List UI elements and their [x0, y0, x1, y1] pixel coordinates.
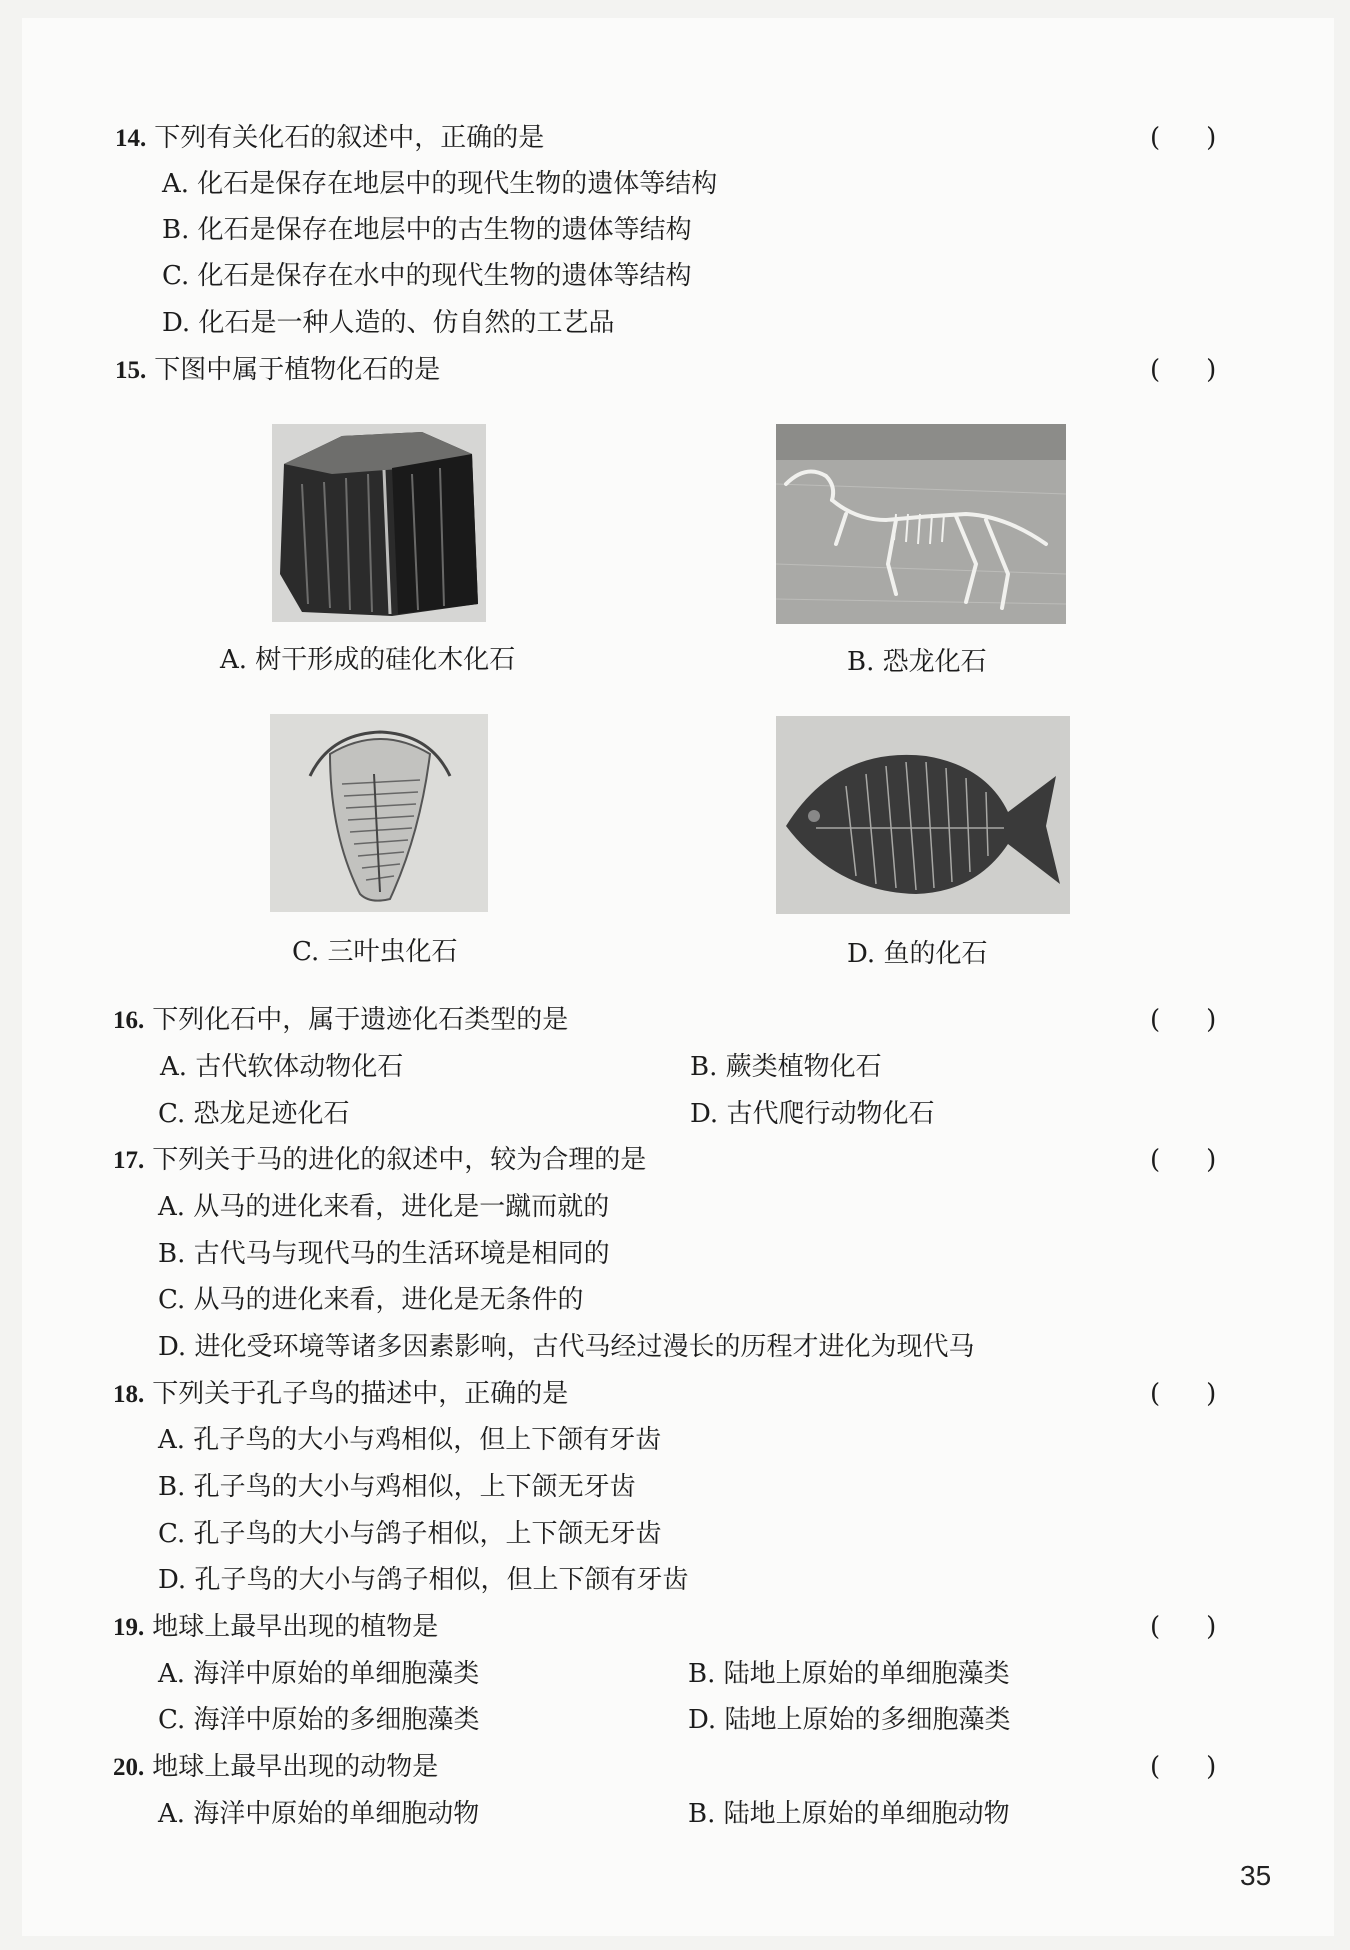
- question-number: 17.: [113, 1147, 145, 1174]
- caption-c: C. 三叶虫化石: [292, 937, 458, 967]
- question-number: 14.: [115, 125, 147, 152]
- question-number: 16.: [113, 1007, 145, 1034]
- option-c: C. 海洋中原始的多细胞藻类: [158, 1705, 480, 1735]
- option-a: A. 化石是保存在地层中的现代生物的遗体等结构: [162, 169, 718, 199]
- option-d: D. 古代爬行动物化石: [690, 1099, 935, 1129]
- question-number: 20.: [113, 1754, 145, 1781]
- question-number: 18.: [113, 1381, 145, 1408]
- dinosaur-fossil-image: [776, 424, 1066, 624]
- question-20-stem: 20. 地球上最早出现的动物是: [113, 1752, 439, 1782]
- option-d: D. 孔子鸟的大小与鸽子相似，但上下颌有牙齿: [158, 1565, 689, 1595]
- caption-a: A. 树干形成的硅化木化石: [220, 645, 516, 675]
- fish-fossil-image: [776, 716, 1070, 914]
- question-17-stem: 17. 下列关于马的进化的叙述中，较为合理的是: [113, 1145, 647, 1175]
- option-c: C. 从马的进化来看，进化是无条件的: [158, 1285, 584, 1315]
- option-a: A. 古代软体动物化石: [160, 1052, 404, 1082]
- question-number: 15.: [115, 357, 147, 384]
- question-15-stem: 15. 下图中属于植物化石的是: [115, 355, 441, 385]
- option-b: B. 陆地上原始的单细胞动物: [688, 1799, 1010, 1829]
- question-16-stem: 16. 下列化石中，属于遗迹化石类型的是: [113, 1005, 569, 1035]
- option-c: C. 恐龙足迹化石: [158, 1099, 350, 1129]
- option-d: D. 陆地上原始的多细胞藻类: [688, 1705, 1011, 1735]
- caption-b: B. 恐龙化石: [847, 647, 987, 677]
- answer-blank[interactable]: ( ): [1150, 355, 1217, 385]
- answer-blank[interactable]: ( ): [1150, 123, 1217, 153]
- option-b: B. 陆地上原始的单细胞藻类: [688, 1659, 1010, 1689]
- petrified-wood-image: [272, 424, 486, 622]
- question-number: 19.: [113, 1614, 145, 1641]
- option-a: A. 孔子鸟的大小与鸡相似，但上下颌有牙齿: [158, 1425, 662, 1455]
- trilobite-fossil-image: [270, 714, 488, 912]
- option-a: A. 海洋中原始的单细胞藻类: [158, 1659, 480, 1689]
- option-b: B. 蕨类植物化石: [690, 1052, 882, 1082]
- answer-blank[interactable]: ( ): [1150, 1612, 1217, 1642]
- caption-d: D. 鱼的化石: [847, 939, 988, 969]
- question-18-stem: 18. 下列关于孔子鸟的描述中，正确的是: [113, 1379, 569, 1409]
- option-a: A. 海洋中原始的单细胞动物: [158, 1799, 480, 1829]
- option-b: B. 古代马与现代马的生活环境是相同的: [158, 1239, 610, 1269]
- option-d: D. 化石是一种人造的、仿自然的工艺品: [162, 308, 615, 338]
- option-c: C. 孔子鸟的大小与鸽子相似，上下颌无牙齿: [158, 1519, 662, 1549]
- question-14-stem: 14. 下列有关化石的叙述中，正确的是: [115, 123, 545, 153]
- answer-blank[interactable]: ( ): [1150, 1379, 1217, 1409]
- page-number: 35: [1240, 1860, 1272, 1891]
- option-c: C. 化石是保存在水中的现代生物的遗体等结构: [162, 261, 692, 291]
- answer-blank[interactable]: ( ): [1150, 1752, 1217, 1782]
- question-19-stem: 19. 地球上最早出现的植物是: [113, 1612, 439, 1642]
- answer-blank[interactable]: ( ): [1150, 1145, 1217, 1175]
- answer-blank[interactable]: ( ): [1150, 1005, 1217, 1035]
- option-d: D. 进化受环境等诸多因素影响，古代马经过漫长的历程才进化为现代马: [158, 1332, 975, 1362]
- option-a: A. 从马的进化来看，进化是一蹴而就的: [158, 1192, 610, 1222]
- option-b: B. 孔子鸟的大小与鸡相似，上下颌无牙齿: [158, 1472, 636, 1502]
- option-b: B. 化石是保存在地层中的古生物的遗体等结构: [162, 215, 692, 245]
